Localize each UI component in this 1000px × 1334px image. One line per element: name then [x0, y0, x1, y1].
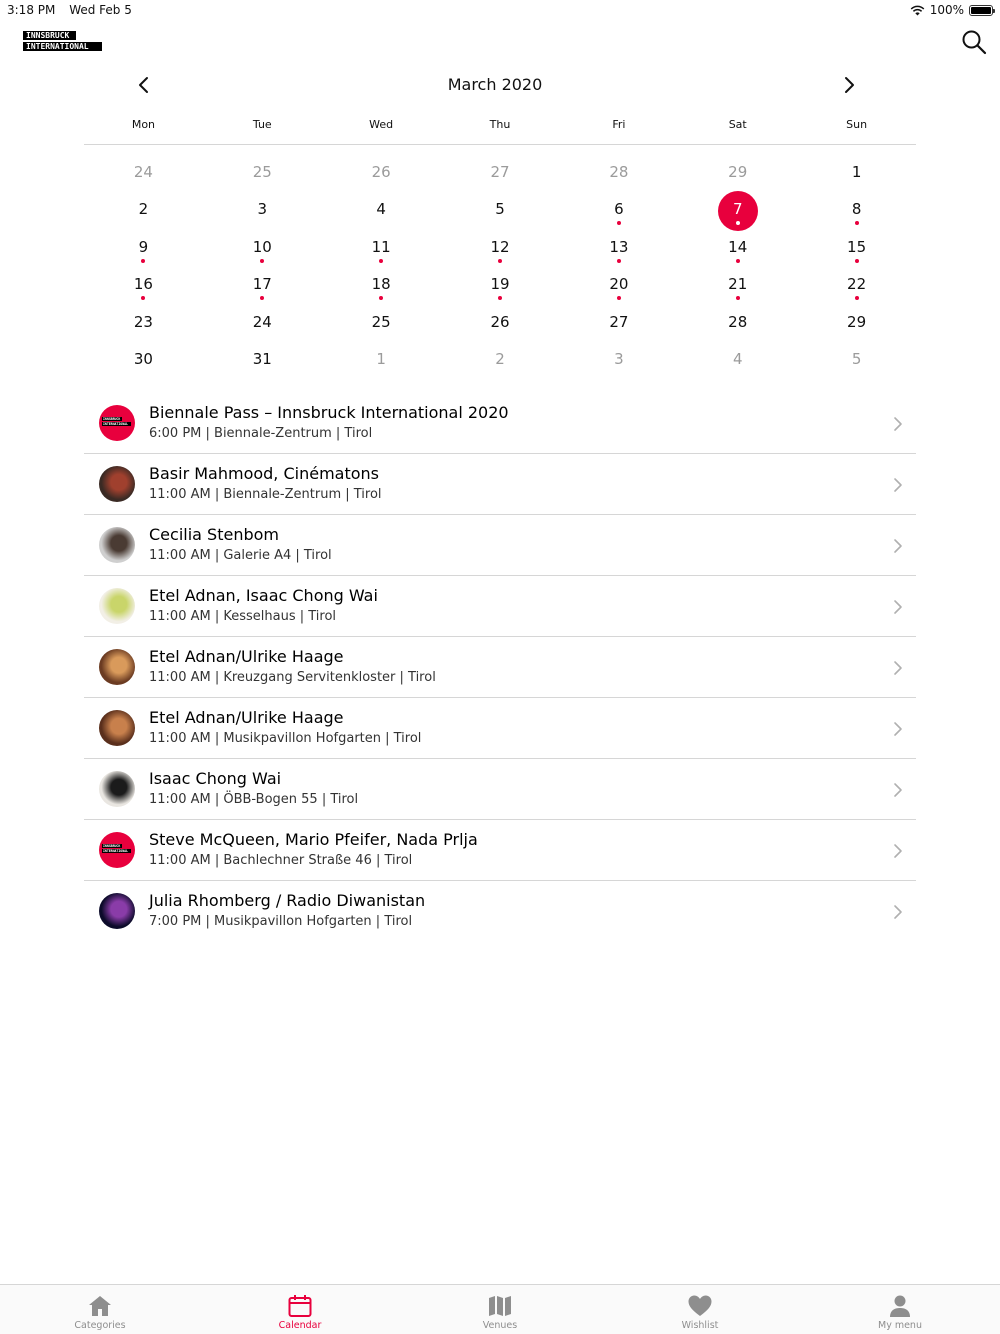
day-number: 8 [851, 200, 862, 219]
calendar-day[interactable] [84, 340, 203, 377]
calendar-day[interactable] [678, 153, 797, 190]
tab-calendar[interactable] [200, 1285, 400, 1334]
calendar-week [84, 303, 916, 340]
month-title: March 2020 [447, 75, 543, 94]
person-icon [887, 1293, 913, 1319]
calendar-week [84, 228, 916, 265]
calendar-day[interactable] [84, 265, 203, 302]
day-number: 14 [728, 237, 748, 256]
mini-logo [102, 417, 131, 427]
status-date: Wed Feb 5 [69, 3, 132, 17]
calendar-day[interactable] [322, 303, 441, 340]
calendar-day[interactable] [797, 190, 916, 227]
day-number: 10 [252, 237, 272, 256]
event-title: Steve McQueen, Mario Pfeifer, Nada Prlja [149, 830, 478, 849]
day-number: 3 [614, 349, 624, 368]
calendar-day[interactable] [441, 190, 560, 227]
chevron-right-icon [892, 598, 904, 616]
weekday-tue: Tue [252, 118, 272, 131]
calendar-week [84, 153, 916, 190]
event-indicator-dot [617, 259, 621, 263]
event-details: 11:00 AM | Kreuzgang Servitenkloster | Tirol [149, 670, 436, 685]
calendar-day[interactable] [203, 265, 322, 302]
event-row[interactable] [84, 515, 916, 576]
tab-label: Categories [74, 1320, 126, 1331]
weekday-sat: Sat [728, 118, 747, 131]
event-title: Cecilia Stenbom [149, 525, 279, 544]
tab-bar [0, 1284, 1000, 1334]
event-details: 11:00 AM | Galerie A4 | Tirol [149, 548, 332, 563]
event-indicator-dot [736, 296, 740, 300]
event-title: Basir Mahmood, Cinématons [149, 464, 379, 483]
calendar-day[interactable] [678, 340, 797, 377]
tab-label: My menu [878, 1320, 922, 1331]
event-details: 11:00 AM | Bachlechner Straße 46 | Tirol [149, 853, 413, 868]
battery-icon [969, 5, 993, 16]
chevron-right-icon [892, 903, 904, 921]
day-number: 1 [376, 349, 386, 368]
day-number: 4 [732, 349, 743, 368]
day-number: 26 [371, 163, 391, 181]
event-indicator-dot [141, 259, 145, 263]
day-number: 25 [371, 312, 391, 331]
day-number: 18 [371, 275, 391, 294]
month-navigation [0, 70, 1000, 100]
event-row[interactable] [84, 393, 916, 454]
event-indicator-dot [617, 221, 621, 225]
calendar-day[interactable] [441, 303, 560, 340]
calendar-day[interactable] [84, 190, 203, 227]
weekday-mon: Mon [131, 118, 156, 131]
event-indicator-dot [260, 259, 264, 263]
day-number: 29 [847, 312, 867, 331]
map-icon [487, 1293, 513, 1319]
day-number: 28 [609, 163, 629, 181]
day-number: 19 [490, 275, 510, 294]
event-indicator-dot [379, 296, 383, 300]
calendar-day[interactable] [797, 340, 916, 377]
day-number: 5 [495, 200, 505, 219]
day-number: 4 [376, 200, 386, 219]
day-number: 26 [490, 312, 510, 331]
calendar-grid [84, 153, 916, 377]
event-thumbnail [99, 893, 135, 929]
calendar-day[interactable] [84, 153, 203, 190]
calendar-day[interactable] [203, 228, 322, 265]
calendar-day[interactable] [441, 340, 560, 377]
mini-logo-line-2: INTERNATIONAL [102, 849, 131, 853]
event-row[interactable] [84, 759, 916, 820]
day-number: 6 [614, 200, 624, 219]
calendar-day[interactable] [322, 265, 441, 302]
day-number: 17 [252, 275, 272, 294]
day-number: 27 [490, 163, 510, 181]
event-logo-thumbnail [99, 832, 135, 868]
event-thumbnail [99, 588, 135, 624]
calendar-week [84, 190, 916, 227]
day-number: 30 [133, 349, 153, 368]
calendar-day[interactable] [322, 228, 441, 265]
day-number: 2 [495, 349, 505, 368]
event-thumbnail [99, 527, 135, 563]
day-number: 24 [252, 312, 272, 331]
event-title: Etel Adnan/Ulrike Haage [149, 708, 344, 727]
event-details: 11:00 AM | Musikpavillon Hofgarten | Tirol [149, 731, 422, 746]
calendar-day[interactable] [678, 303, 797, 340]
calendar-day[interactable] [678, 228, 797, 265]
event-indicator-dot [855, 221, 859, 225]
calendar-day[interactable] [322, 340, 441, 377]
day-number: 31 [252, 349, 272, 368]
weekday-fri: Fri [612, 118, 626, 131]
day-number: 11 [371, 237, 391, 256]
day-number: 23 [133, 312, 153, 331]
event-indicator-dot [498, 296, 502, 300]
event-thumbnail [99, 710, 135, 746]
event-thumbnail [99, 649, 135, 685]
day-number: 1 [851, 163, 862, 181]
event-title: Isaac Chong Wai [149, 769, 282, 788]
calendar-week [84, 265, 916, 302]
status-bar [0, 0, 1000, 20]
calendar-day[interactable] [797, 303, 916, 340]
event-thumbnail [99, 466, 135, 502]
event-title: Julia Rhomberg / Radio Diwanistan [149, 891, 426, 910]
selected-day[interactable] [678, 190, 797, 227]
day-number: 15 [847, 237, 867, 256]
event-logo-thumbnail [99, 405, 135, 441]
event-title: Etel Adnan/Ulrike Haage [149, 647, 344, 666]
calendar-day[interactable] [559, 265, 678, 302]
event-row[interactable] [84, 820, 916, 881]
chevron-right-icon [892, 842, 904, 860]
calendar-day[interactable] [441, 228, 560, 265]
tab-categories[interactable] [0, 1285, 200, 1334]
event-title: Etel Adnan, Isaac Chong Wai [149, 586, 378, 605]
day-number: 9 [138, 237, 149, 256]
calendar-day[interactable] [84, 303, 203, 340]
battery-percent: 100% [929, 3, 964, 17]
mini-logo-line-2: INTERNATIONAL [102, 422, 131, 426]
day-number: 12 [490, 237, 510, 256]
calendar-day[interactable] [797, 228, 916, 265]
event-title: Biennale Pass – Innsbruck International 2020 [149, 403, 509, 422]
weekday-wed: Wed [369, 118, 394, 131]
chevron-right-icon [892, 659, 904, 677]
event-list [84, 393, 916, 942]
chevron-right-icon[interactable] [837, 73, 861, 97]
event-row[interactable] [84, 576, 916, 637]
calendar-day[interactable] [322, 190, 441, 227]
calendar-day[interactable] [559, 190, 678, 227]
innsbruck-international-logo[interactable] [23, 31, 102, 51]
event-thumbnail [99, 771, 135, 807]
calendar-day[interactable] [797, 153, 916, 190]
event-row[interactable] [84, 454, 916, 515]
calendar-day[interactable] [678, 265, 797, 302]
calendar-day[interactable] [559, 303, 678, 340]
calendar-day[interactable] [559, 340, 678, 377]
day-number: 28 [728, 312, 748, 331]
event-details: 11:00 AM | Kesselhaus | Tirol [149, 609, 337, 624]
calendar-day[interactable] [203, 190, 322, 227]
event-row[interactable] [84, 637, 916, 698]
calendar-icon [287, 1293, 313, 1319]
event-indicator-dot [260, 296, 264, 300]
weekday-thu: Thu [489, 118, 511, 131]
chevron-right-icon [892, 720, 904, 738]
mini-logo-line-1: INNSBRUCK [103, 417, 121, 421]
calendar-day[interactable] [203, 153, 322, 190]
mini-logo [102, 844, 131, 854]
day-number: 24 [133, 163, 153, 181]
event-row[interactable] [84, 881, 916, 942]
day-number: 21 [728, 275, 748, 294]
weekday-header [84, 118, 916, 145]
tab-label: Calendar [278, 1320, 322, 1331]
event-indicator-dot [855, 296, 859, 300]
calendar-day[interactable] [559, 153, 678, 190]
event-indicator-dot [379, 259, 383, 263]
day-number: 22 [847, 275, 867, 294]
event-indicator-dot [736, 259, 740, 263]
day-number: 27 [609, 312, 629, 331]
tab-venues[interactable] [400, 1285, 600, 1334]
logo-line-1: INNSBRUCK [23, 31, 76, 40]
calendar-day[interactable] [441, 265, 560, 302]
status-right [910, 3, 993, 17]
weekday-sun: Sun [846, 118, 868, 131]
tab-wishlist[interactable] [600, 1285, 800, 1334]
day-number: 13 [609, 237, 629, 256]
logo-line-2: INTERNATIONAL [23, 42, 102, 51]
battery-fill [971, 7, 991, 14]
calendar-week [84, 340, 916, 377]
day-number: 20 [609, 275, 629, 294]
day-number: 2 [138, 200, 149, 219]
tab-label: Wishlist [681, 1320, 719, 1331]
home-icon [87, 1293, 113, 1319]
search-icon[interactable] [961, 29, 987, 55]
day-number: 16 [133, 275, 153, 294]
day-number: 7 [732, 200, 743, 219]
event-indicator-dot [855, 259, 859, 263]
event-indicator-dot [141, 296, 145, 300]
tab-label: Venues [482, 1320, 518, 1331]
chevron-right-icon [892, 537, 904, 555]
status-left [7, 3, 142, 17]
calendar-day[interactable] [559, 228, 678, 265]
event-details: 7:00 PM | Musikpavillon Hofgarten | Tirol [149, 914, 413, 929]
status-time: 3:18 PM [7, 3, 56, 17]
chevron-right-icon [892, 415, 904, 433]
calendar-day[interactable] [322, 153, 441, 190]
event-row[interactable] [84, 698, 916, 759]
calendar-day[interactable] [797, 265, 916, 302]
day-number: 3 [257, 200, 268, 219]
calendar-day[interactable] [84, 228, 203, 265]
calendar-day[interactable] [441, 153, 560, 190]
wifi-icon [910, 5, 925, 16]
day-number: 5 [851, 349, 862, 368]
tab-my-menu[interactable] [800, 1285, 1000, 1334]
event-indicator-dot [617, 296, 621, 300]
day-number: 29 [728, 163, 748, 181]
chevron-right-icon [892, 476, 904, 494]
event-indicator-dot [498, 259, 502, 263]
calendar-day[interactable] [203, 303, 322, 340]
mini-logo-line-1: INNSBRUCK [103, 844, 121, 848]
calendar-day[interactable] [203, 340, 322, 377]
event-details: 6:00 PM | Biennale-Zentrum | Tirol [149, 426, 373, 441]
event-details: 11:00 AM | Biennale-Zentrum | Tirol [149, 487, 382, 502]
day-number: 25 [252, 163, 272, 181]
chevron-right-icon [892, 781, 904, 799]
event-details: 11:00 AM | ÖBB-Bogen 55 | Tirol [149, 792, 359, 807]
heart-icon [687, 1293, 713, 1319]
